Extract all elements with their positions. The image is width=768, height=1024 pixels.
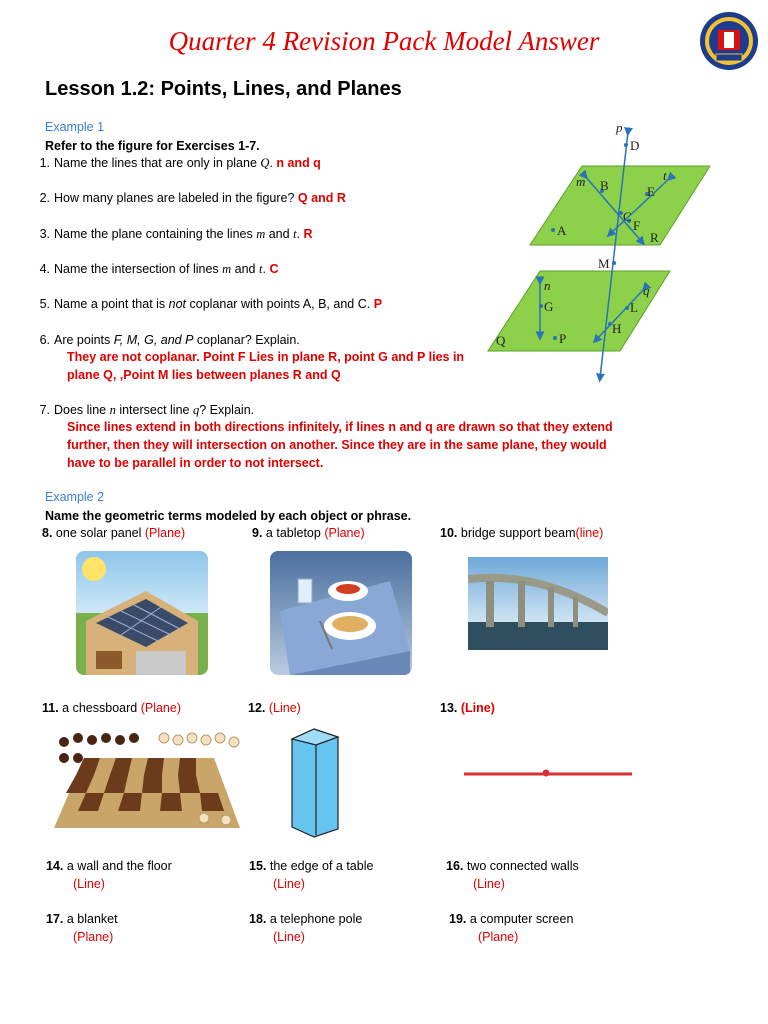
planes-figure bbox=[480, 118, 720, 388]
item-8: 8. one solar panel (Plane) bbox=[42, 526, 186, 540]
label-q: q bbox=[643, 283, 650, 298]
answer-19: (Plane) bbox=[478, 930, 519, 944]
line-image bbox=[462, 766, 634, 782]
answer-4: C bbox=[269, 262, 279, 276]
lesson-heading: Lesson 1.2: Points, Lines, and Planes bbox=[45, 78, 402, 100]
answer-16: (Line) bbox=[473, 877, 505, 891]
answer-15: (Line) bbox=[273, 877, 305, 891]
example2-instruction: Name the geometric terms modeled by each object or phrase. bbox=[45, 509, 412, 523]
answer-5: P bbox=[373, 297, 383, 311]
label-m: m bbox=[576, 174, 586, 189]
item-10: 10. bridge support beam(line) bbox=[440, 526, 604, 540]
answer-6-line2: plane Q, ,Point M lies between planes R and Q bbox=[67, 368, 341, 382]
prism-image bbox=[286, 725, 344, 840]
item-17: 17. a blanket bbox=[46, 912, 118, 926]
question-7: 7. Does line n intersect line q? Explain. bbox=[39, 403, 255, 417]
label-R: R bbox=[650, 230, 659, 245]
answer-7-line3: have to be parallel in order to not intersect. bbox=[67, 456, 324, 470]
answer-18: (Line) bbox=[273, 930, 305, 944]
question-6: 6. Are points F, M, G, and P coplanar? Explain. bbox=[39, 333, 300, 347]
answer-14: (Line) bbox=[73, 877, 105, 891]
label-n: n bbox=[544, 278, 551, 293]
example1-instruction: Refer to the figure for Exercises 1-7. bbox=[45, 139, 260, 153]
example1-label: Example 1 bbox=[45, 120, 105, 134]
answer-7-line2: further, then they will intersection on another. Since they are in the same plane, they would bbox=[67, 438, 607, 452]
item-12: 12. (Line) bbox=[248, 701, 301, 715]
label-D: D bbox=[630, 138, 640, 153]
item-9: 9. a tabletop (Plane) bbox=[252, 526, 365, 540]
school-logo bbox=[698, 10, 760, 72]
tabletop-image bbox=[270, 551, 412, 675]
page-title: Quarter 4 Revision Pack Model Answer bbox=[168, 26, 600, 56]
label-A: A bbox=[557, 223, 567, 238]
example2-label: Example 2 bbox=[45, 490, 105, 504]
item-19: 19. a computer screen bbox=[449, 912, 574, 926]
question-3: 3. Name the plane containing the lines m and t. R bbox=[39, 227, 313, 241]
answer-1: n and q bbox=[276, 156, 321, 170]
answer-7-line1: Since lines extend in both directions infinitely, if lines n and q are drawn so that they extend bbox=[67, 420, 613, 434]
label-E: E bbox=[647, 184, 655, 199]
question-5: 5. Name a point that is not coplanar with points A, B, and C. P bbox=[39, 297, 383, 311]
item-11: 11. a chessboard (Plane) bbox=[42, 701, 181, 715]
label-F: F bbox=[633, 218, 641, 233]
item-13: 13. (Line) bbox=[440, 701, 495, 715]
label-G: G bbox=[544, 299, 554, 314]
answer-2: Q and R bbox=[297, 191, 346, 205]
answer-6-line1: They are not coplanar. Point F Lies in plane R, point G and P lies in bbox=[67, 350, 465, 364]
item-15: 15. the edge of a table bbox=[249, 859, 374, 873]
label-t: t bbox=[663, 168, 667, 183]
question-4: 4. Name the intersection of lines m and t. C bbox=[39, 262, 279, 276]
question-2: 2. How many planes are labeled in the figure? Q and R bbox=[39, 191, 346, 205]
label-L: L bbox=[630, 300, 638, 315]
label-Q: Q bbox=[496, 333, 506, 348]
answer-3: R bbox=[303, 227, 313, 241]
label-M: M bbox=[598, 256, 610, 271]
label-C: C bbox=[623, 209, 632, 224]
label-B: B bbox=[600, 178, 609, 193]
item-14: 14. a wall and the floor bbox=[46, 859, 172, 873]
item-18: 18. a telephone pole bbox=[249, 912, 363, 926]
item-16: 16. two connected walls bbox=[446, 859, 579, 873]
question-1: 1. Name the lines that are only in plane Q. n and q bbox=[39, 156, 321, 170]
chessboard-image bbox=[54, 728, 240, 834]
bridge-image bbox=[468, 557, 608, 650]
label-p: p bbox=[616, 120, 623, 135]
solar-panel-image bbox=[76, 551, 208, 675]
answer-17: (Plane) bbox=[73, 930, 114, 944]
label-P: P bbox=[559, 331, 567, 346]
label-H: H bbox=[612, 321, 622, 336]
